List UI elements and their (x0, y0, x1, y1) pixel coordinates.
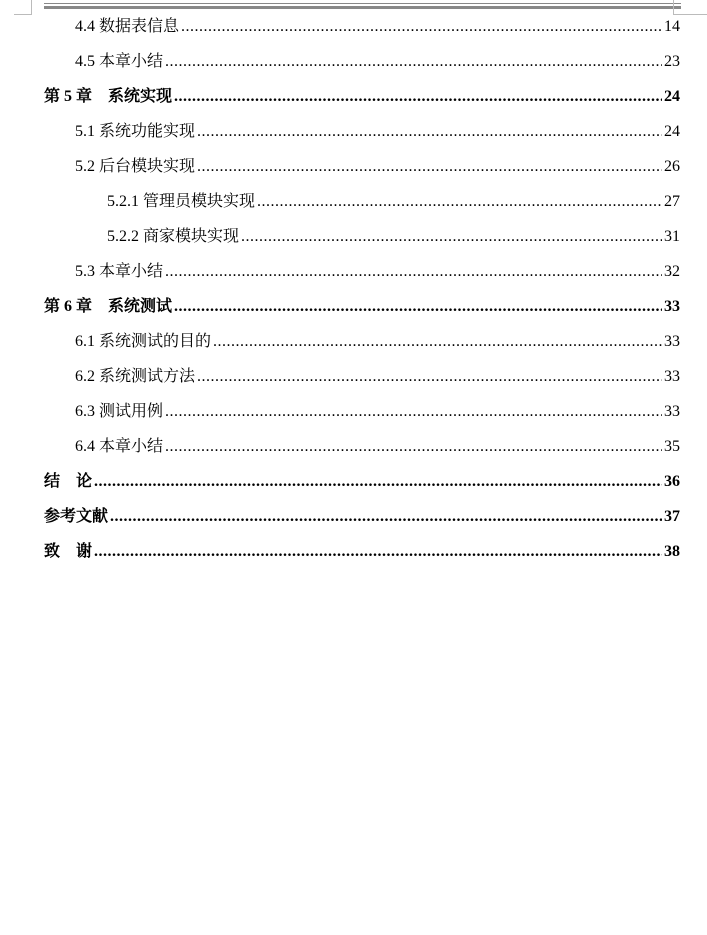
toc-entry[interactable] (44, 86, 680, 108)
toc-entry-title: 6.1 系统测试的目的 (75, 333, 212, 350)
toc-entry[interactable] (75, 366, 680, 388)
toc-entry[interactable] (44, 541, 680, 563)
toc-entry-page: 23 (664, 53, 680, 70)
toc-leader-dots (94, 471, 662, 493)
toc-entry-title: 5.2.1 管理员模块实现 (107, 193, 256, 210)
toc-entry-page: 31 (664, 228, 680, 245)
toc-entry-title: 结 论 (44, 473, 93, 490)
toc-entry[interactable] (75, 261, 680, 283)
toc-entry-title: 5.2.2 商家模块实现 (107, 228, 240, 245)
toc-entry-title: 6.3 测试用例 (75, 403, 164, 420)
toc-entry[interactable] (75, 156, 680, 178)
toc-leader-dots (110, 506, 662, 528)
toc-leader-dots (241, 226, 662, 248)
toc-leader-dots (165, 51, 662, 73)
toc-entry-page: 35 (664, 438, 680, 455)
toc-entry-page: 27 (664, 193, 680, 210)
toc-leader-dots (174, 86, 662, 108)
toc-entry-page: 32 (664, 263, 680, 280)
toc-entry-page: 24 (664, 88, 680, 105)
toc-entry-page: 33 (664, 368, 680, 385)
toc-entry-page: 36 (664, 473, 680, 490)
toc-entry-page: 37 (664, 508, 680, 525)
toc-leader-dots (94, 541, 662, 563)
toc-entry-title: 6.2 系统测试方法 (75, 368, 196, 385)
toc-entry-page: 33 (664, 298, 680, 315)
toc-leader-dots (197, 366, 662, 388)
toc-entry[interactable] (44, 296, 680, 318)
toc-entry-title: 5.3 本章小结 (75, 263, 164, 280)
toc-leader-dots (165, 436, 662, 458)
toc-entry[interactable] (107, 226, 680, 248)
toc-entry-title: 6.4 本章小结 (75, 438, 164, 455)
toc-entry-title: 5.1 系统功能实现 (75, 123, 196, 140)
toc-entry-title: 第 5 章 系统实现 (44, 88, 173, 105)
toc-leader-dots (174, 296, 662, 318)
toc-entry-title: 4.5 本章小结 (75, 53, 164, 70)
toc-leader-dots (197, 121, 662, 143)
toc-leader-dots (257, 191, 662, 213)
toc-entry-title: 5.2 后台模块实现 (75, 158, 196, 175)
toc-entry[interactable] (75, 51, 680, 73)
toc-entry-page: 24 (664, 123, 680, 140)
toc-entry[interactable] (75, 401, 680, 423)
toc-entry[interactable] (75, 436, 680, 458)
toc-entry[interactable] (75, 121, 680, 143)
toc-entry-page: 14 (664, 18, 680, 35)
toc-entry-page: 33 (664, 333, 680, 350)
toc-entry[interactable] (107, 191, 680, 213)
margin-corner-mark-left-vertical (31, 0, 32, 15)
toc-leader-dots (213, 331, 662, 353)
toc-leader-dots (197, 156, 662, 178)
toc-leader-dots (181, 16, 662, 38)
margin-corner-mark-right-vertical (673, 0, 674, 15)
margin-corner-mark-right (673, 14, 707, 15)
toc-entry[interactable] (44, 471, 680, 493)
toc-entry[interactable] (75, 331, 680, 353)
toc-entry-page: 33 (664, 403, 680, 420)
toc-entry-title: 致 谢 (44, 543, 93, 560)
toc-leader-dots (165, 261, 662, 283)
margin-corner-mark-left (14, 14, 32, 15)
toc-entry-page: 38 (664, 543, 680, 560)
toc-entry[interactable] (75, 16, 680, 38)
toc-entry-title: 第 6 章 系统测试 (44, 298, 173, 315)
toc-entry-page: 26 (664, 158, 680, 175)
toc-entry-title: 4.4 数据表信息 (75, 18, 180, 35)
header-rule-thick (44, 6, 681, 9)
toc-entry[interactable] (44, 506, 680, 528)
toc-entry-title: 参考文献 (44, 508, 109, 525)
header-rule-thin (44, 3, 681, 4)
toc-leader-dots (165, 401, 662, 423)
